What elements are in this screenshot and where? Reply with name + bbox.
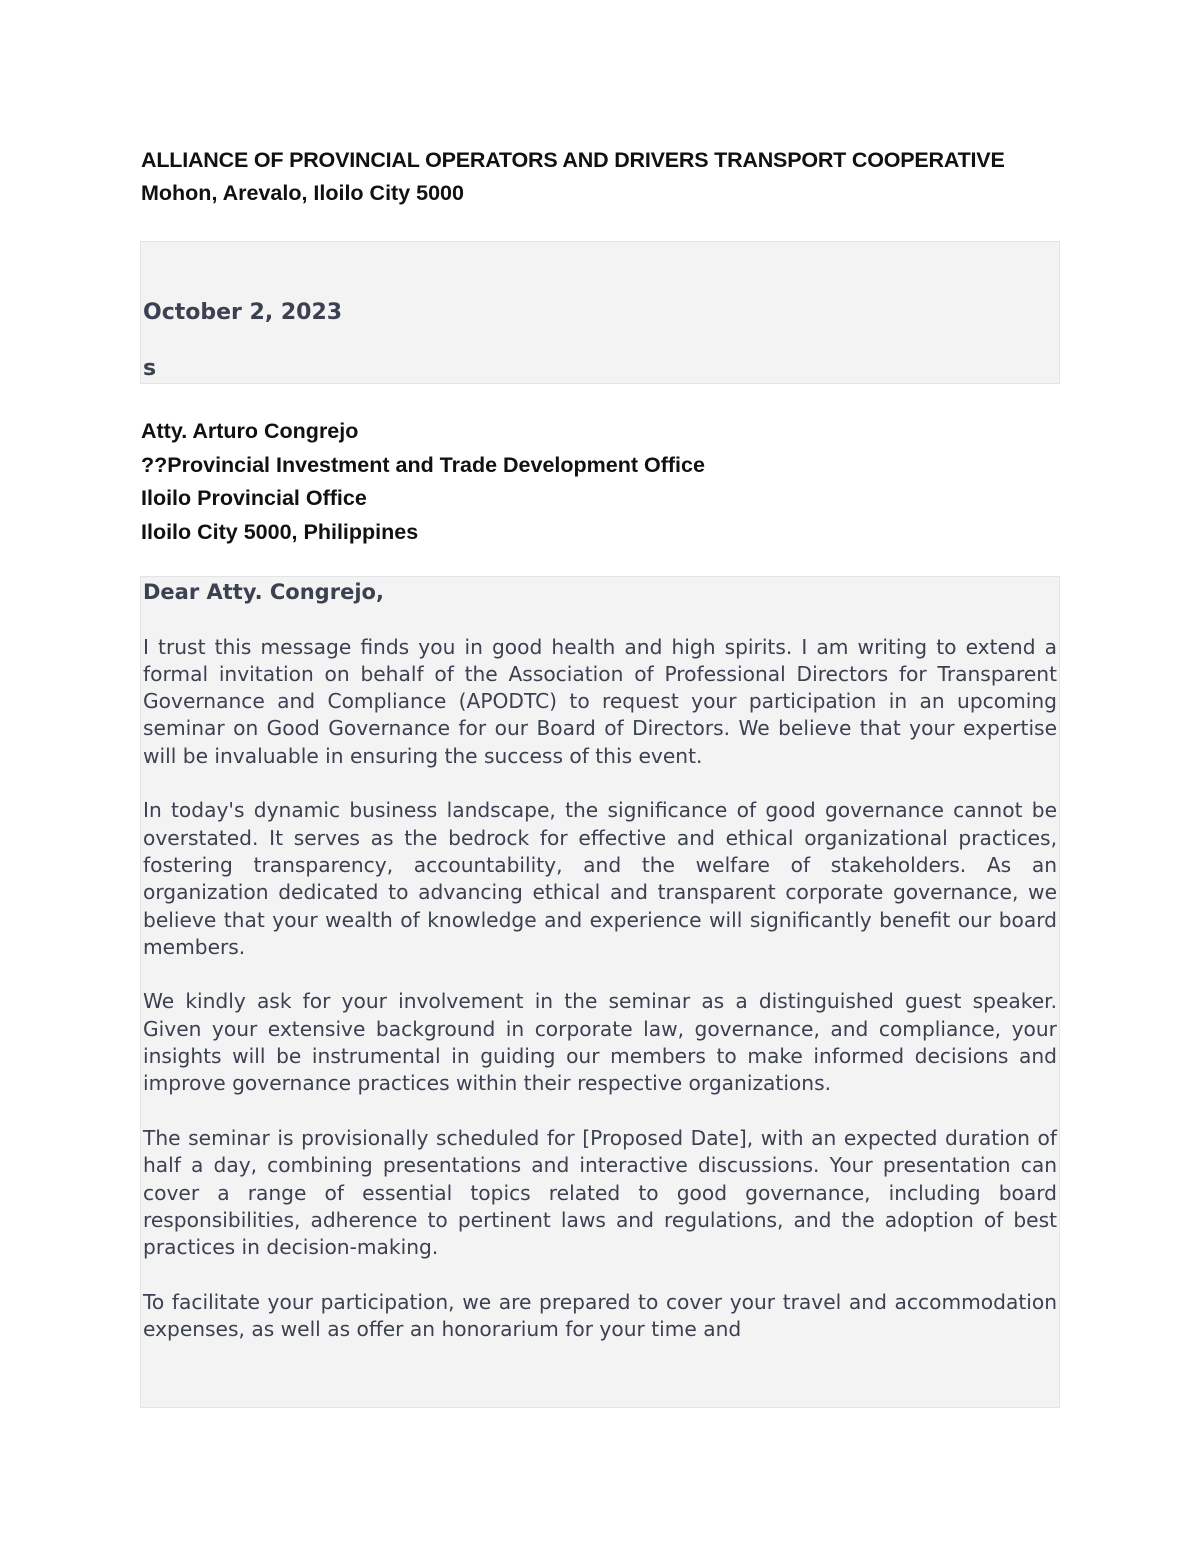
recipient-name: Atty. Arturo Congrejo <box>141 419 359 443</box>
body-paragraph: I trust this message finds you in good health and high spirits. I am writing to extend a formal invitation on behalf of the Association of Professional Directors for Transparent Governance and Compliance (APODTC) to request your participation in an upcoming seminar on Good Governance for our Board of Directors. We believe that your expertise will be invaluable in ensuring the success of this event. <box>143 634 1057 768</box>
recipient-address-block <box>141 415 705 549</box>
recipient-organization: Iloilo Provincial Office <box>141 486 367 510</box>
body-paragraph: To facilitate your participation, we are prepared to cover your travel and accommodation expenses, as well as offer an honorarium for your time and <box>143 1289 1057 1342</box>
letter-body <box>140 576 1060 1408</box>
body-paragraph: In today's dynamic business landscape, the significance of good governance cannot be overstated. It serves as the bedrock for effective and ethical organizational practices, fostering transparency, accountability, and the welfare of stakeholders. As an organization dedicated to advancing ethical and transparent corporate governance, we believe that your wealth of knowledge and experience will significantly benefit our board members. <box>143 798 1057 959</box>
salutation: Dear Atty. Congrejo, <box>143 580 384 604</box>
date-suffix: s <box>143 356 157 381</box>
recipient-city: Iloilo City 5000, Philippines <box>141 519 419 544</box>
body-paragraph: The seminar is provisionally scheduled for [Proposed Date], with an expected duration of half a day, combining presentations and interactive discussions. Your presentation can cover a range of essential topics related to good governance, including board responsibilities, adherence to pertinent laws and regulations, and the adoption of best practices in decision-making. <box>143 1125 1057 1260</box>
letter-date: October 2, 2023 <box>143 300 343 325</box>
body-paragraph: We kindly ask for your involvement in the seminar as a distinguished guest speaker. Given your extensive background in corporate law, governance, and compliance, your insights will be instrumental in guiding our members to make informed decisions and improve governance practices within their respective organizations. <box>143 989 1057 1096</box>
date-block <box>140 241 1060 384</box>
letterhead <box>141 144 1101 210</box>
recipient-office: ??Provincial Investment and Trade Development Office <box>141 452 705 477</box>
organization-address: Mohon, Arevalo, Iloilo City 5000 <box>141 181 464 205</box>
organization-name: ALLIANCE OF PROVINCIAL OPERATORS AND DRIVERS TRANSPORT COOPERATIVE <box>141 148 1005 172</box>
